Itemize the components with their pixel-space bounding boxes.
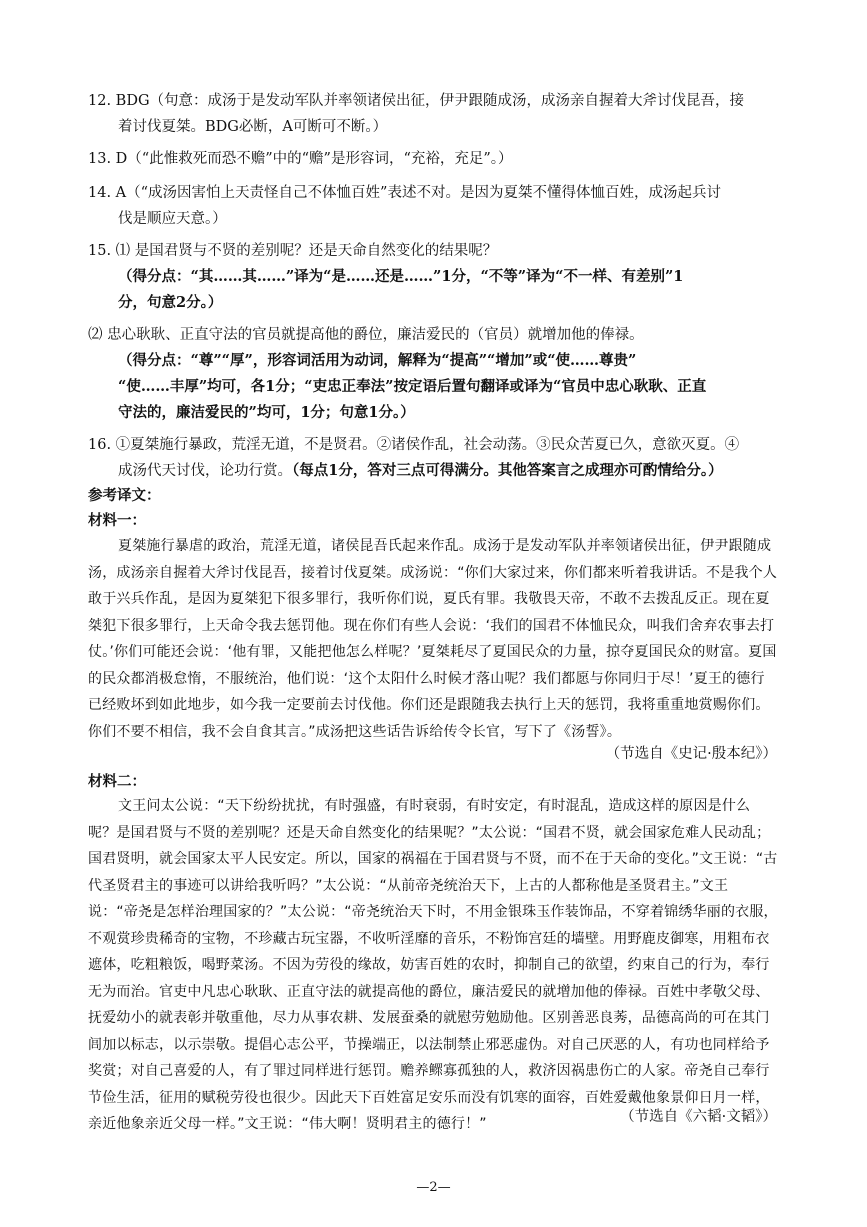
answer-13-line1: 13. D（“此惟救死而恐不赡”中的“赡”是形容词，“充裕，充足”。） — [88, 151, 513, 167]
answer-15-scoring2-line3: 守法的，廉洁爱民的”均可，1分；句意1分。） — [118, 404, 415, 421]
answer-16-line2 — [88, 458, 778, 484]
answer-15-part2 — [88, 322, 778, 426]
answer-15-scoring1-line2: 分，句意2分。） — [118, 294, 223, 311]
material2-source: （节选自《六韬·文韬》） — [620, 1109, 777, 1125]
answer-12-line2: 着讨伐夏桀。BDG必断，A可断可不断。） — [118, 119, 388, 135]
material2-text: 文王问太公说：“天下纷纷扰扰，有时强盛，有时衰弱，有时安定，有时混乱，造成这样的原因是什么呢？是国君贤与不贤的差别呢？还是天命自然变化的结果呢？”太公说：“国君不贤，就会国家危难人民动乱；国君贤明，就会国家太平人民安定。所以，国家的祸福在于国君贤与不贤，而不在于天命的变化。”文王说：“古代圣贤君主的事迹可以讲给我听吗？”太公说：“从前帝尧统治天下，上古的人都称他是圣贤君主。”文王说：“帝尧是怎样治理国家的？”太公说：“帝尧统治天下时，不用金银珠玉作装饰品，不穿着锦绣华丽的衣服，不观赏珍贵稀奇的宝物，不珍藏古玩宝器，不收听淫靡的音乐，不粉饰宫廷的墙壁。用野鹿皮御寒，用粗布衣遮体，吃粗粮饭，喝野菜汤。不因为劳役的缘故，妨害百姓的农时，抑制自己的欲望，约束自己的行为，奉行无为而治。官吏中凡忠心耿耿、正直守法的就提高他的爵位，廉洁爱民的就增加他的俸禄。百姓中孝敬父母、抚爱幼小的就表彰并敬重他，尽力从事农耕、发展蚕桑的就慰劳勉励他。区别善恶良莠，品德高尚的可在其门闾加以标志，以示崇敬。提倡心志公平，节操端正，以法制禁止邪恶虚伪。对自己厌恶的人，有功也同样给予奖赏；对自己喜爱的人，有了罪过同样进行惩罚。赡养鳏寡孤独的人，救济因祸患伤亡的人家。帝尧自己奉行节俭生活，征用的赋税劳役也很少。因此天下百姓富足安乐而没有饥寒的面容，百姓爱戴他象景仰日月一样，亲近他象亲近父母一样。”文王说：“伟大啊！贤明君主的德行！” — [88, 798, 778, 1132]
answer-12-line1: 12. BDG（句意：成汤于是发动军队并率领诸侯出征，伊尹跟随成汤，成汤亲自握着大斧讨伐昆吾，接 — [88, 93, 745, 109]
reference-title: 参考译文： — [88, 487, 161, 504]
material1-heading: 材料一： — [88, 512, 146, 529]
answer-15-scoring2-line2: “使……丰厚”均可，各1分；“吏忠正奉法”按定语后置句翻译或译为“官员中忠心耿耿、正直 — [118, 378, 707, 395]
answer-15-scoring1-line1: （得分点：“其……其……”译为“是……还是……”1分，“不等”译为“不一样、有差别”1 — [118, 268, 684, 285]
answer-15-part1 — [88, 238, 778, 316]
answer-16-points: 成汤代天讨伐，论功行赏。 — [118, 463, 292, 479]
material1-text: 夏桀施行暴虐的政治，荒淫无道，诸侯昆吾氏起来作乱。成汤于是发动军队并率领诸侯出征，伊尹跟随成汤，成汤亲自握着大斧讨伐昆吾，接着讨伐夏桀。成汤说：“你们大家过来，你们都来听着我讲话。不是我个人敢于兴兵作乱，是因为夏桀犯下很多罪行，我听你们说，夏氏有罪。我敬畏天帝，不敢不去拨乱反正。现在夏桀犯下很多罪行，上天命令我去惩罚他。现在你们有些人会说：‘我们的国君不体恤民众，叫我们舍弃农事去打仗。’你们可能还会说：‘他有罪，又能把他怎么样呢？’夏桀耗尽了夏国民众的力量，掠夺夏国民众的财富。夏国的民众都消极怠惰，不服统治，他们说：‘这个太阳什么时候才落山呢？我们都愿与你同归于尽！’夏王的德行已经败坏到如此地步，如今我一定要前去讨伐他。你们还是跟随我去执行上天的惩罚，我将重重地赏赐你们。你们不要不相信，我不会自食其言。”成汤把这些话告诉给传令长官，写下了《汤誓》。 — [88, 538, 778, 740]
answer-13 — [88, 146, 778, 172]
material1-source: （节选自《史记·殷本纪》） — [605, 746, 777, 762]
answer-16 — [88, 432, 778, 484]
answer-14 — [88, 180, 778, 232]
answer-15-scoring2-line1: （得分点：“尊”“厚”，形容词活用为动词，解释为“提高”“增加”或“使……尊贵” — [118, 352, 637, 369]
answer-14-line2: 伐是顺应天意。） — [118, 211, 227, 227]
answer-14-line1: 14. A（“成汤因害怕上天责怪自己不体恤百姓”表述不对。是因为夏桀不懂得体恤百姓，成汤起兵讨 — [88, 185, 721, 201]
answer-16-line1: 16. ①夏桀施行暴政，荒淫无道，不是贤君。②诸侯作乱，社会动荡。③民众苦夏已久，意欲灭夏。④ — [88, 437, 740, 453]
material2-heading: 材料二： — [88, 773, 146, 790]
answer-16-scoring: （每点1分，答对三点可得满分。其他答案言之成理亦可酌情给分。） — [292, 462, 723, 479]
answer-15-translation2: ⑵ 忠心耿耿、正直守法的官员就提高他的爵位，廉洁爱民的（官员）就增加他的俸禄。 — [88, 327, 644, 343]
page-number: —2— — [416, 1180, 451, 1195]
answer-15-translation1: 15. ⑴ 是国君贤与不贤的差别呢？还是天命自然变化的结果呢？ — [88, 243, 498, 259]
answer-12 — [88, 88, 778, 140]
